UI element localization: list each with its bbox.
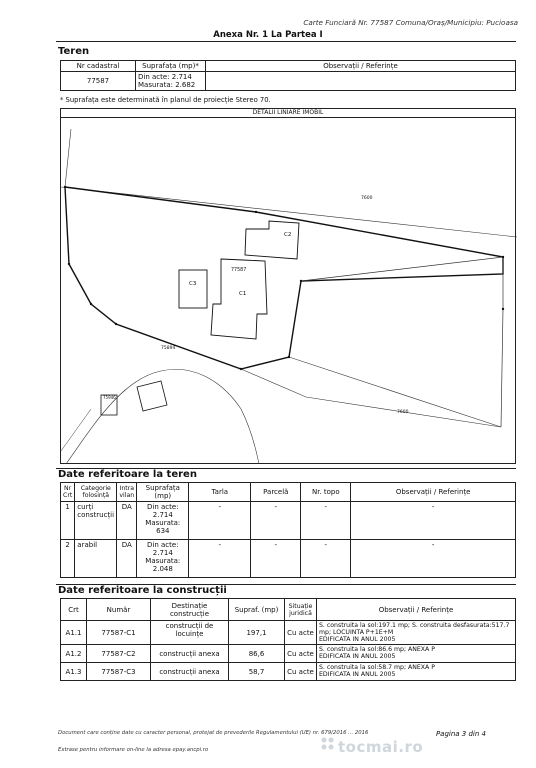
col-crt: Crt (61, 599, 87, 621)
suprafata-note: * Suprafața este determinată în planul de proiecție Stereo 70. (60, 96, 271, 104)
col-numar: Număr (87, 599, 151, 621)
supr-value: 2.048 (152, 565, 173, 573)
col-suprafata: Suprafața (mp)* (136, 61, 206, 72)
obs-line: EDIFICATA IN ANUL 2005 (319, 671, 396, 678)
vertex-points (64, 186, 504, 370)
table-row (61, 502, 516, 540)
row-categorie: curți construcții (75, 502, 117, 540)
col-intravilan: Intra vilan (117, 483, 137, 502)
neighbor-parcel (301, 257, 503, 427)
row-tarla: - (189, 502, 251, 540)
nr-cadastral-value: 77587 (61, 72, 136, 91)
label-road-bottom: 75894 (161, 346, 176, 351)
watermark: tocmai.ro (338, 738, 424, 756)
col-situatie: Situație juridică (285, 599, 317, 621)
parcel-boundary (65, 187, 503, 369)
col-parcela: Parcelă (251, 483, 301, 502)
building-c3 (179, 270, 207, 308)
road-line-bottom (65, 129, 501, 427)
outside-building-2 (137, 381, 167, 411)
page-number: Pagina 3 din 4 (435, 730, 486, 738)
date-constructii-table (60, 598, 516, 681)
carte-funciara-header: Carte Funciară Nr. 77587 Comuna/Oraș/Municipiu: Pucioasa (303, 18, 518, 27)
row-topo: - (301, 502, 351, 540)
observatii-value (206, 72, 516, 91)
row-observatii: - (351, 502, 516, 540)
row-observatii: - (351, 540, 516, 578)
col-observatii: Observații / Referințe (206, 61, 516, 72)
supr-label: Masurata: (145, 557, 181, 565)
row-observatii (317, 621, 516, 645)
label-small-lot: 75946 (103, 395, 116, 400)
col-suprafata: Suprafața (mp) (137, 483, 189, 502)
lower-line (61, 409, 91, 451)
row-numar: 77587-C2 (87, 645, 151, 663)
din-acte: Din acte: 2.714 (138, 73, 192, 81)
map-title: DETALII LINIARE IMOBIL (60, 108, 516, 118)
footer-disclaimer: Document care conține date cu caracter personal, protejat de prevederile Regulamentului (UE) nr. 679/2016 ... 2016 (58, 730, 369, 736)
supr-label: Din acte: (147, 541, 179, 549)
row-categorie: arabil (75, 540, 117, 578)
col-suprafata: Supraf. (mp) (229, 599, 285, 621)
lower-road (66, 369, 259, 464)
row-destinatie: construcții de locuințe (151, 621, 229, 645)
section-title-teren: Teren (58, 46, 90, 57)
date-teren-table (60, 482, 516, 578)
row-crt: A1.1 (61, 621, 87, 645)
row-situatie: Cu acte (285, 645, 317, 663)
col-nr-cadastral: Nr cadastral (61, 61, 136, 72)
supr-value: 634 (156, 527, 170, 535)
col-destinatie: Destinație construcție (151, 599, 229, 621)
cadastral-map (60, 108, 516, 464)
section-title-date-constructii: Date referitoare la construcții (58, 585, 227, 596)
row-nr: 1 (61, 502, 75, 540)
row-crt: A1.2 (61, 645, 87, 663)
row-situatie: Cu acte (285, 621, 317, 645)
supr-label: Din acte: (147, 503, 179, 511)
row-destinatie: construcții anexa (151, 645, 229, 663)
road-line-top (61, 187, 517, 237)
row-numar: 77587-C3 (87, 663, 151, 681)
row-situatie: Cu acte (285, 663, 317, 681)
map-drawing (61, 109, 517, 465)
section-title-date-teren: Date referitoare la teren (58, 469, 197, 480)
watermark-dots-icon (320, 736, 338, 752)
row-intravilan: DA (117, 540, 137, 578)
row-suprafata: 86,6 (229, 645, 285, 663)
col-nr-crt: Nr Crt (61, 483, 75, 502)
col-categorie: Categorie folosință (75, 483, 117, 502)
obs-line: S. construita la sol:58.7 mp; ANEXA P (319, 664, 435, 671)
suprafata-value (136, 72, 206, 91)
row-observatii (317, 663, 516, 681)
col-observatii: Observații / Referințe (317, 599, 516, 621)
row-parcela: - (251, 502, 301, 540)
row-suprafata (137, 502, 189, 540)
col-nr-topo: Nr. topo (301, 483, 351, 502)
label-c2: C2 (284, 232, 292, 238)
table-row (61, 663, 516, 681)
masurata: Masurata: 2.682 (138, 81, 196, 89)
label-parcel: 77587 (231, 268, 247, 273)
teren-table (60, 60, 516, 91)
row-observatii (317, 645, 516, 663)
label-c1: C1 (239, 291, 247, 297)
row-destinatie: construcții anexa (151, 663, 229, 681)
col-tarla: Tarla (189, 483, 251, 502)
label-road-right: 7600 (397, 410, 409, 415)
supr-value: 2.714 (152, 511, 173, 519)
table-row (61, 621, 516, 645)
row-parcela: - (251, 540, 301, 578)
row-tarla: - (189, 540, 251, 578)
row-numar: 77587-C1 (87, 621, 151, 645)
row-suprafata: 197,1 (229, 621, 285, 645)
row-nr: 2 (61, 540, 75, 578)
obs-line: S. construita la sol:197.1 mp; S. construita desfasurata:517.7 mp; LOCUINTA P+1E+M (319, 622, 510, 636)
footer-epay: Extrase pentru informare on-line la adresa epay.ancpi.ro (58, 747, 209, 753)
building-c2 (245, 221, 299, 259)
row-intravilan: DA (117, 502, 137, 540)
table-row (61, 540, 516, 578)
annex-title: Anexa Nr. 1 La Partea I (213, 30, 323, 40)
label-road-top: 7600 (361, 196, 373, 201)
label-c3: C3 (189, 281, 197, 287)
obs-line: EDIFICATA IN ANUL 2005 (319, 636, 396, 643)
obs-line: S. construita la sol:86.6 mp; ANEXA P (319, 646, 435, 653)
table-row (61, 645, 516, 663)
divider (56, 41, 516, 42)
row-topo: - (301, 540, 351, 578)
obs-line: EDIFICATA IN ANUL 2005 (319, 653, 396, 660)
neighbor-line (289, 357, 501, 427)
row-crt: A1.3 (61, 663, 87, 681)
supr-label: Masurata: (145, 519, 181, 527)
row-suprafata (137, 540, 189, 578)
row-suprafata: 58,7 (229, 663, 285, 681)
supr-value: 2.714 (152, 549, 173, 557)
col-observatii: Observații / Referințe (351, 483, 516, 502)
